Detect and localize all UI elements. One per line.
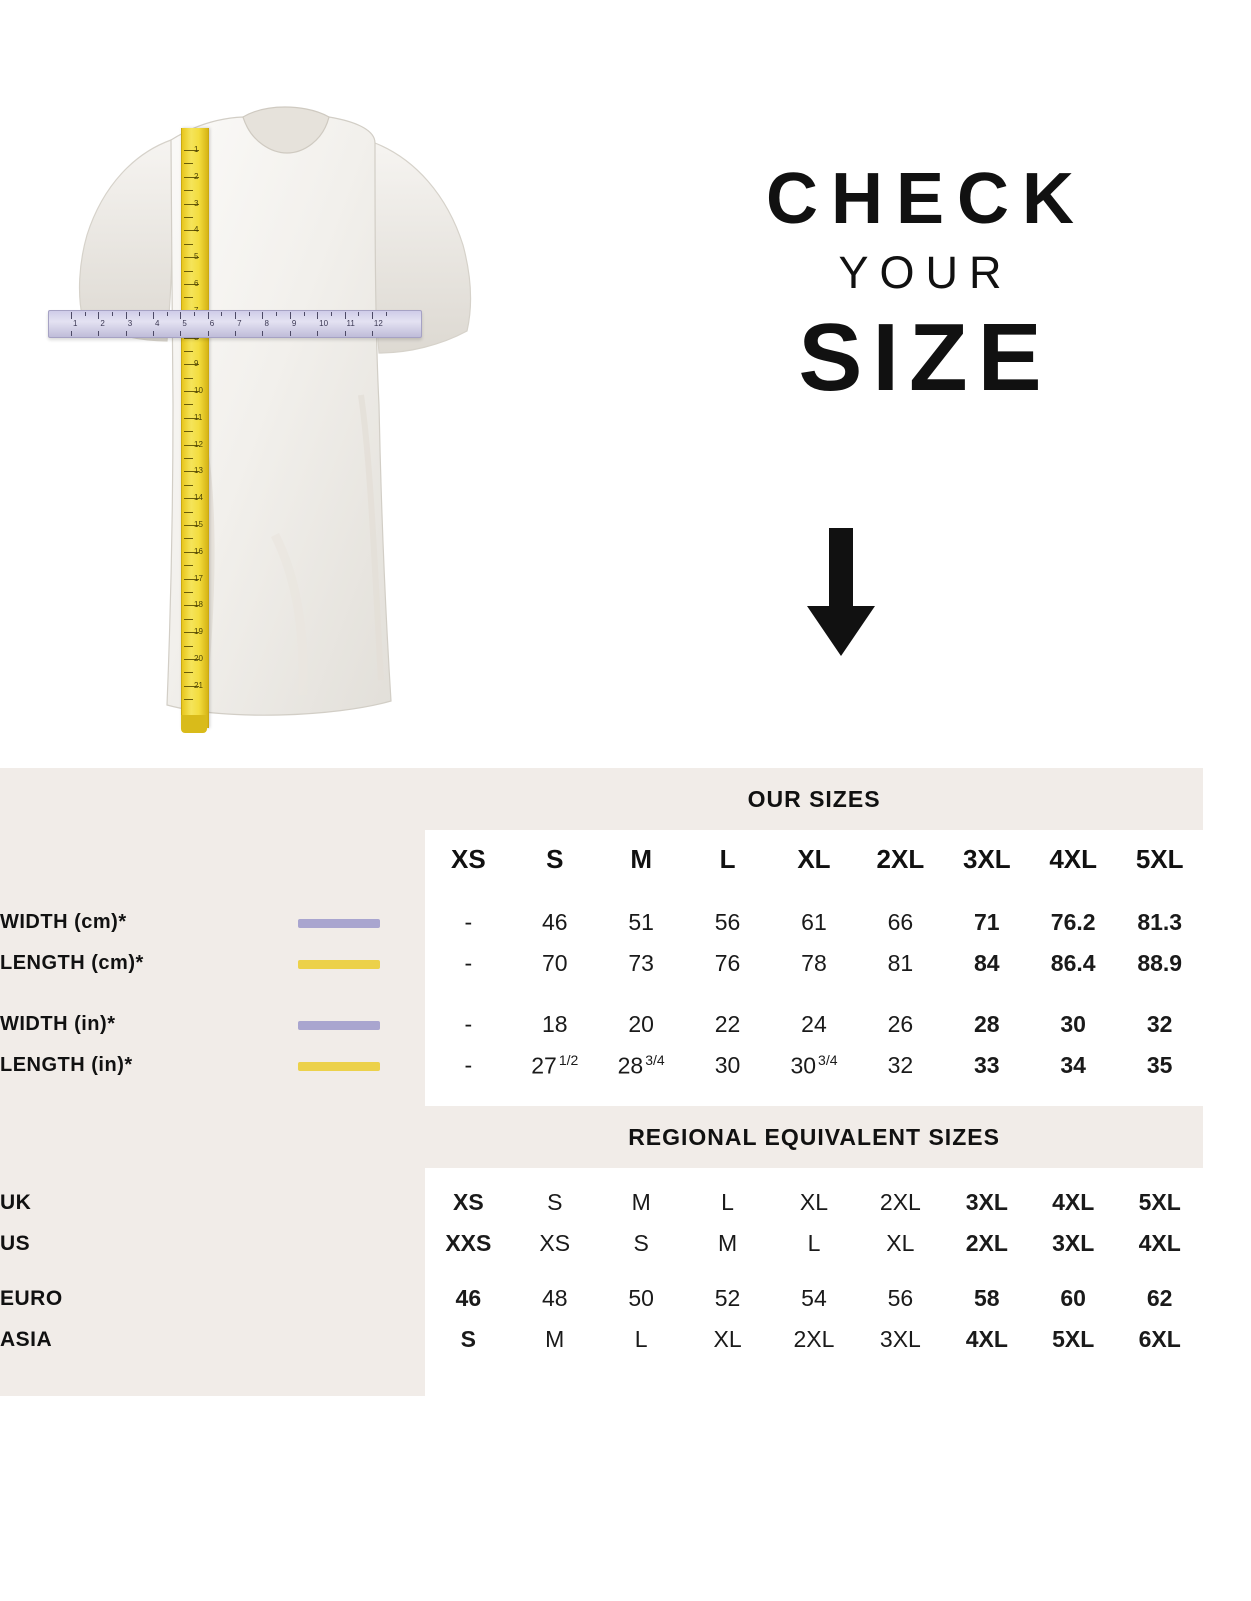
tape-half-tick xyxy=(184,404,193,405)
cell-length-cm-2xl: 81 xyxy=(857,943,943,984)
ruler-tick xyxy=(153,312,154,319)
tape-half-tick xyxy=(184,646,193,647)
tape-number: 13 xyxy=(194,466,203,476)
size-table xyxy=(0,768,1203,1396)
headline-line-size: SIZE xyxy=(798,304,1052,411)
cell-width-in-3xl: 28 xyxy=(944,1004,1030,1045)
cell-width-in-l: 22 xyxy=(684,1004,770,1045)
ruler-number: 6 xyxy=(209,319,215,328)
cell-euro-s: 48 xyxy=(512,1278,598,1319)
regional-title-row xyxy=(0,1106,1203,1168)
ruler-tick-bottom xyxy=(126,331,127,336)
cell-width-cm-m: 51 xyxy=(598,902,684,943)
cell-width-in-2xl: 26 xyxy=(857,1004,943,1045)
row-width-cm xyxy=(0,902,1203,943)
tape-number: 20 xyxy=(194,653,203,663)
cell-length-in-2xl xyxy=(857,1045,943,1086)
ruler-half-tick xyxy=(139,312,140,316)
ruler-tick-bottom xyxy=(290,331,291,336)
row-label-width-in xyxy=(0,1004,425,1045)
cell-us-4xl: 3XL xyxy=(1030,1223,1116,1264)
size-header-m: M xyxy=(598,830,684,888)
tape-half-tick xyxy=(184,538,193,539)
row-label-length-cm xyxy=(0,943,425,984)
ruler-number: 2 xyxy=(100,319,105,328)
cell-uk-s: S xyxy=(512,1182,598,1223)
cell-width-cm-3xl: 71 xyxy=(944,902,1030,943)
tshirt-graphic xyxy=(75,105,475,725)
size-header-row xyxy=(0,830,1203,888)
tape-half-tick xyxy=(184,217,193,218)
measuring-tape-end xyxy=(181,715,207,733)
cell-uk-4xl: 4XL xyxy=(1030,1182,1116,1223)
tape-half-tick xyxy=(184,458,193,459)
size-header-s: S xyxy=(512,830,598,888)
cell-asia-5xl: 6XL xyxy=(1116,1319,1203,1360)
row-label-uk: UK xyxy=(0,1182,425,1223)
tape-half-tick xyxy=(184,190,193,191)
tape-number: 5 xyxy=(194,252,199,262)
tape-number: 18 xyxy=(194,600,203,610)
tape-half-tick xyxy=(184,592,193,593)
cell-length-cm-l: 76 xyxy=(684,943,770,984)
spacer-row xyxy=(0,888,1203,902)
tape-half-tick xyxy=(184,378,193,379)
tape-number: 12 xyxy=(194,439,203,449)
cell-asia-xs: S xyxy=(425,1319,511,1360)
ruler-number: 4 xyxy=(155,319,160,328)
ruler-number: 5 xyxy=(182,319,187,328)
ruler-tick-bottom xyxy=(208,331,209,336)
size-header-4xl: 4XL xyxy=(1030,830,1116,888)
row-length-cm xyxy=(0,943,1203,984)
tape-number: 17 xyxy=(194,573,203,583)
size-header-5xl: 5XL xyxy=(1116,830,1203,888)
tape-half-tick xyxy=(184,351,193,352)
ruler-tick xyxy=(126,312,127,319)
cell-euro-l: 52 xyxy=(684,1278,770,1319)
cell-length-in-m xyxy=(598,1045,684,1086)
ruler-tick-bottom xyxy=(153,331,154,336)
tape-half-tick xyxy=(184,244,193,245)
tape-half-tick xyxy=(184,565,193,566)
cell-euro-3xl: 58 xyxy=(944,1278,1030,1319)
cell-length-cm-3xl: 84 xyxy=(944,943,1030,984)
ruler-half-tick xyxy=(304,312,305,316)
tape-half-tick xyxy=(184,512,193,513)
ruler-tick xyxy=(317,312,318,319)
cell-us-3xl: 2XL xyxy=(944,1223,1030,1264)
tape-number: 4 xyxy=(194,225,199,235)
cell-asia-3xl: 4XL xyxy=(944,1319,1030,1360)
our-sizes-title-spacer xyxy=(0,768,425,830)
cell-us-m: S xyxy=(598,1223,684,1264)
cell-euro-xl: 54 xyxy=(771,1278,857,1319)
down-arrow-icon xyxy=(805,528,877,658)
row-label-asia: ASIA xyxy=(0,1319,425,1360)
cell-length-cm-s: 70 xyxy=(512,943,598,984)
cell-width-in-m: 20 xyxy=(598,1004,684,1045)
cell-euro-2xl: 56 xyxy=(857,1278,943,1319)
spacer-row-3 xyxy=(0,1086,1203,1106)
cell-length-in-s-value: 27 xyxy=(531,1052,557,1079)
cell-uk-m: M xyxy=(598,1182,684,1223)
row-label-euro: EURO xyxy=(0,1278,425,1319)
cell-length-in-5xl xyxy=(1116,1045,1203,1086)
cell-length-in-3xl xyxy=(944,1045,1030,1086)
cell-length-in-4xl xyxy=(1030,1045,1116,1086)
cell-width-cm-4xl: 76.2 xyxy=(1030,902,1116,943)
headline-line-your: YOUR xyxy=(838,247,1013,298)
cell-length-in-m-fraction: 3/4 xyxy=(645,1051,665,1068)
size-header-xs: XS xyxy=(425,830,511,888)
tape-number: 11 xyxy=(194,412,203,422)
ruler-half-tick xyxy=(85,312,86,316)
ruler-half-tick xyxy=(194,312,195,316)
cell-asia-s: M xyxy=(512,1319,598,1360)
cell-euro-m: 50 xyxy=(598,1278,684,1319)
spacer-row-4 xyxy=(0,1168,1203,1182)
swatch-length-yellow xyxy=(298,960,380,969)
cell-uk-xs: XS xyxy=(425,1182,511,1223)
swatch-width-purple xyxy=(298,919,380,928)
cell-length-cm-5xl: 88.9 xyxy=(1116,943,1203,984)
size-chart xyxy=(0,768,1203,1396)
ruler-tick-bottom xyxy=(235,331,236,336)
cell-length-in-xl xyxy=(771,1045,857,1086)
tape-half-tick xyxy=(184,699,193,700)
row-label-width-in-text: WIDTH (in)* xyxy=(0,1013,116,1035)
ruler-tick-bottom xyxy=(71,331,72,336)
row-label-length-in-text: LENGTH (in)* xyxy=(0,1054,133,1076)
ruler-number: 12 xyxy=(373,319,383,328)
cell-length-in-xs-value: - xyxy=(464,1052,473,1078)
ruler-number: 7 xyxy=(237,319,242,328)
ruler-tick xyxy=(345,312,346,319)
table-bottom-row xyxy=(0,1360,1203,1396)
cell-length-in-4xl-value: 34 xyxy=(1060,1052,1086,1078)
ruler-half-tick xyxy=(331,312,332,316)
cell-uk-2xl: 2XL xyxy=(857,1182,943,1223)
tape-half-tick xyxy=(184,271,193,272)
tape-number: 16 xyxy=(194,546,203,556)
cell-uk-5xl: 5XL xyxy=(1116,1182,1203,1223)
cell-us-xs: XXS xyxy=(425,1223,511,1264)
cell-length-in-xs xyxy=(425,1045,511,1086)
cell-uk-xl: XL xyxy=(771,1182,857,1223)
ruler-half-tick xyxy=(221,312,222,316)
vertical-measuring-tape xyxy=(181,128,209,728)
row-label-us: US xyxy=(0,1223,425,1264)
tape-number: 14 xyxy=(194,493,203,503)
cell-width-in-xl: 24 xyxy=(771,1004,857,1045)
cell-width-cm-2xl: 66 xyxy=(857,902,943,943)
cell-us-5xl: 4XL xyxy=(1116,1223,1203,1264)
row-asia xyxy=(0,1319,1203,1360)
headline-line-check: CHECK xyxy=(765,159,1087,239)
ruler-half-tick xyxy=(112,312,113,316)
cell-width-cm-xl: 61 xyxy=(771,902,857,943)
cell-length-in-l xyxy=(684,1045,770,1086)
row-width-in xyxy=(0,1004,1203,1045)
cell-length-cm-xs: - xyxy=(425,943,511,984)
cell-width-cm-5xl: 81.3 xyxy=(1116,902,1203,943)
spacer-row-2 xyxy=(0,984,1203,1004)
swatch-width-in-purple xyxy=(298,1021,380,1030)
cell-length-in-s xyxy=(512,1045,598,1086)
tshirt-illustration xyxy=(40,95,520,745)
ruler-number: 3 xyxy=(127,319,133,328)
cell-asia-4xl: 5XL xyxy=(1030,1319,1116,1360)
cell-us-xl: L xyxy=(771,1223,857,1264)
ruler-tick-bottom xyxy=(345,331,346,336)
cell-length-cm-m: 73 xyxy=(598,943,684,984)
cell-asia-m: L xyxy=(598,1319,684,1360)
ruler-number: 1 xyxy=(73,319,78,328)
ruler-tick xyxy=(235,312,236,319)
spacer-row-5 xyxy=(0,1264,1203,1278)
cell-asia-2xl: 3XL xyxy=(857,1319,943,1360)
ruler-half-tick xyxy=(167,312,168,316)
cell-length-in-xl-value: 30 xyxy=(790,1052,817,1079)
row-label-width-cm-text: WIDTH (cm)* xyxy=(0,911,127,933)
tape-number: 3 xyxy=(194,198,199,208)
header-label-cell xyxy=(0,830,425,888)
tape-half-tick xyxy=(184,297,193,298)
size-header-l: L xyxy=(684,830,770,888)
ruler-tick-bottom xyxy=(262,331,263,336)
row-label-width-cm xyxy=(0,902,425,943)
cell-width-in-4xl: 30 xyxy=(1030,1004,1116,1045)
tape-half-tick xyxy=(184,485,193,486)
cell-euro-4xl: 60 xyxy=(1030,1278,1116,1319)
our-sizes-title-row xyxy=(0,768,1203,830)
hero-section xyxy=(0,0,1251,770)
page-title xyxy=(640,159,1200,411)
ruler-tick xyxy=(208,312,209,319)
row-label-length-cm-text: LENGTH (cm)* xyxy=(0,952,144,974)
cell-uk-l: L xyxy=(684,1182,770,1223)
ruler-tick-bottom xyxy=(317,331,318,336)
ruler-half-tick xyxy=(386,312,387,316)
size-header-2xl: 2XL xyxy=(857,830,943,888)
horizontal-ruler xyxy=(48,310,422,338)
tape-half-tick xyxy=(184,163,193,164)
row-uk xyxy=(0,1182,1203,1223)
tape-number: 19 xyxy=(194,627,203,637)
cell-length-in-m-value: 28 xyxy=(617,1052,644,1079)
cell-width-cm-l: 56 xyxy=(684,902,770,943)
ruler-half-tick xyxy=(276,312,277,316)
cell-asia-l: XL xyxy=(684,1319,770,1360)
tape-number: 1 xyxy=(194,145,199,154)
cell-euro-5xl: 62 xyxy=(1116,1278,1203,1319)
cell-length-in-s-fraction: 1/2 xyxy=(558,1051,579,1068)
tape-half-tick xyxy=(184,431,193,432)
ruler-number: 11 xyxy=(346,319,355,328)
cell-width-in-s: 18 xyxy=(512,1004,598,1045)
ruler-tick-bottom xyxy=(180,331,181,336)
ruler-tick-bottom xyxy=(98,331,99,336)
ruler-tick xyxy=(71,312,72,319)
swatch-length-in-yellow xyxy=(298,1062,380,1071)
ruler-half-tick xyxy=(249,312,250,316)
cell-length-cm-xl: 78 xyxy=(771,943,857,984)
cell-uk-3xl: 3XL xyxy=(944,1182,1030,1223)
tape-half-tick xyxy=(184,619,193,620)
cell-us-2xl: XL xyxy=(857,1223,943,1264)
tape-number: 10 xyxy=(194,386,203,396)
tape-half-tick xyxy=(184,672,193,673)
size-header-3xl: 3XL xyxy=(944,830,1030,888)
row-us xyxy=(0,1223,1203,1264)
our-sizes-title: OUR SIZES xyxy=(425,768,1203,830)
tape-number: 15 xyxy=(194,520,203,529)
regional-title-spacer xyxy=(0,1106,425,1168)
ruler-number: 9 xyxy=(291,319,297,328)
cell-width-in-5xl: 32 xyxy=(1116,1004,1203,1045)
cell-length-cm-4xl: 86.4 xyxy=(1030,943,1116,984)
ruler-tick xyxy=(372,312,373,319)
ruler-tick xyxy=(290,312,291,319)
tape-number: 2 xyxy=(194,171,199,181)
cell-us-l: M xyxy=(684,1223,770,1264)
tape-number: 9 xyxy=(194,359,199,369)
cell-asia-xl: 2XL xyxy=(771,1319,857,1360)
row-length-in xyxy=(0,1045,1203,1086)
ruler-number: 10 xyxy=(319,319,329,328)
ruler-tick xyxy=(98,312,99,319)
ruler-tick xyxy=(262,312,263,319)
ruler-tick-bottom xyxy=(372,331,373,336)
tape-number: 6 xyxy=(194,278,199,288)
cell-length-in-2xl-value: 32 xyxy=(887,1052,914,1078)
size-header-xl: XL xyxy=(771,830,857,888)
tape-number: 21 xyxy=(194,680,203,690)
cell-length-in-l-value: 30 xyxy=(714,1052,741,1078)
cell-length-in-xl-fraction: 3/4 xyxy=(818,1051,838,1068)
regional-sizes-title: REGIONAL EQUIVALENT SIZES xyxy=(425,1106,1203,1168)
row-label-length-in xyxy=(0,1045,425,1086)
cell-length-in-3xl-value: 33 xyxy=(973,1052,1000,1078)
ruler-half-tick xyxy=(358,312,359,316)
ruler-tick xyxy=(180,312,181,319)
cell-euro-xs: 46 xyxy=(425,1278,511,1319)
cell-length-in-5xl-value: 35 xyxy=(1146,1052,1173,1078)
row-euro xyxy=(0,1278,1203,1319)
cell-width-in-xs: - xyxy=(425,1004,511,1045)
cell-width-cm-s: 46 xyxy=(512,902,598,943)
cell-us-s: XS xyxy=(512,1223,598,1264)
ruler-number: 8 xyxy=(264,319,269,328)
cell-width-cm-xs: - xyxy=(425,902,511,943)
